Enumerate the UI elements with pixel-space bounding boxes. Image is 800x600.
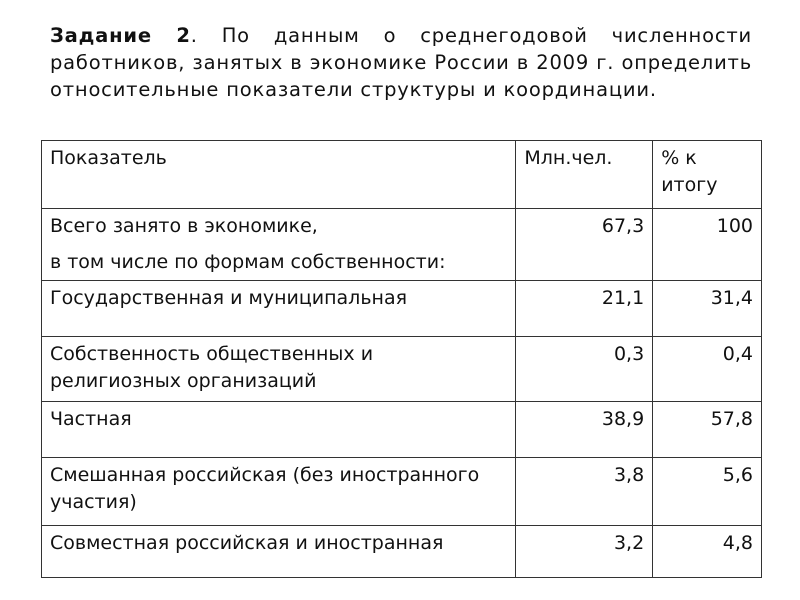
row-value: 3,2 xyxy=(516,526,653,578)
row-share: 4,8 xyxy=(653,526,762,578)
table-row xyxy=(42,402,762,458)
row-share: 31,4 xyxy=(653,281,762,337)
header-indicator: Показатель xyxy=(42,141,516,209)
row-label-line: в том числе по формам собственности: xyxy=(50,251,446,273)
table-row xyxy=(42,458,762,526)
row-label: Совместная российская и иностранная xyxy=(42,526,516,578)
row-value: 21,1 xyxy=(516,281,653,337)
row-share: 57,8 xyxy=(653,402,762,458)
row-label: Собственность общественных и религиозных организаций xyxy=(42,337,516,402)
header-value: Млн.чел. xyxy=(516,141,653,209)
row-label xyxy=(42,209,516,281)
row-label: Смешанная российская (без иностранного участия) xyxy=(42,458,516,526)
row-value: 38,9 xyxy=(516,402,653,458)
table-row xyxy=(42,281,762,337)
table-header-row xyxy=(42,141,762,209)
table-row xyxy=(42,209,762,281)
row-label-line: Всего занято в экономике, xyxy=(50,215,318,237)
row-share: 5,6 xyxy=(653,458,762,526)
row-value: 67,3 xyxy=(516,209,653,281)
row-share: 100 xyxy=(653,209,762,281)
row-value: 3,8 xyxy=(516,458,653,526)
table-row xyxy=(42,526,762,578)
row-value: 0,3 xyxy=(516,337,653,402)
task-text: . По данным о среднегодовой численности работников, занятых в экономике России в 2009 г. определить относительные показатели структуры и координации. xyxy=(50,24,752,101)
row-label: Частная xyxy=(42,402,516,458)
header-share: % к итогу xyxy=(653,141,762,209)
row-label: Государственная и муниципальная xyxy=(42,281,516,337)
row-share: 0,4 xyxy=(653,337,762,402)
table-row xyxy=(42,337,762,402)
task-statement xyxy=(50,22,752,103)
task-heading: Задание 2 xyxy=(50,24,191,47)
employment-table xyxy=(41,140,762,578)
